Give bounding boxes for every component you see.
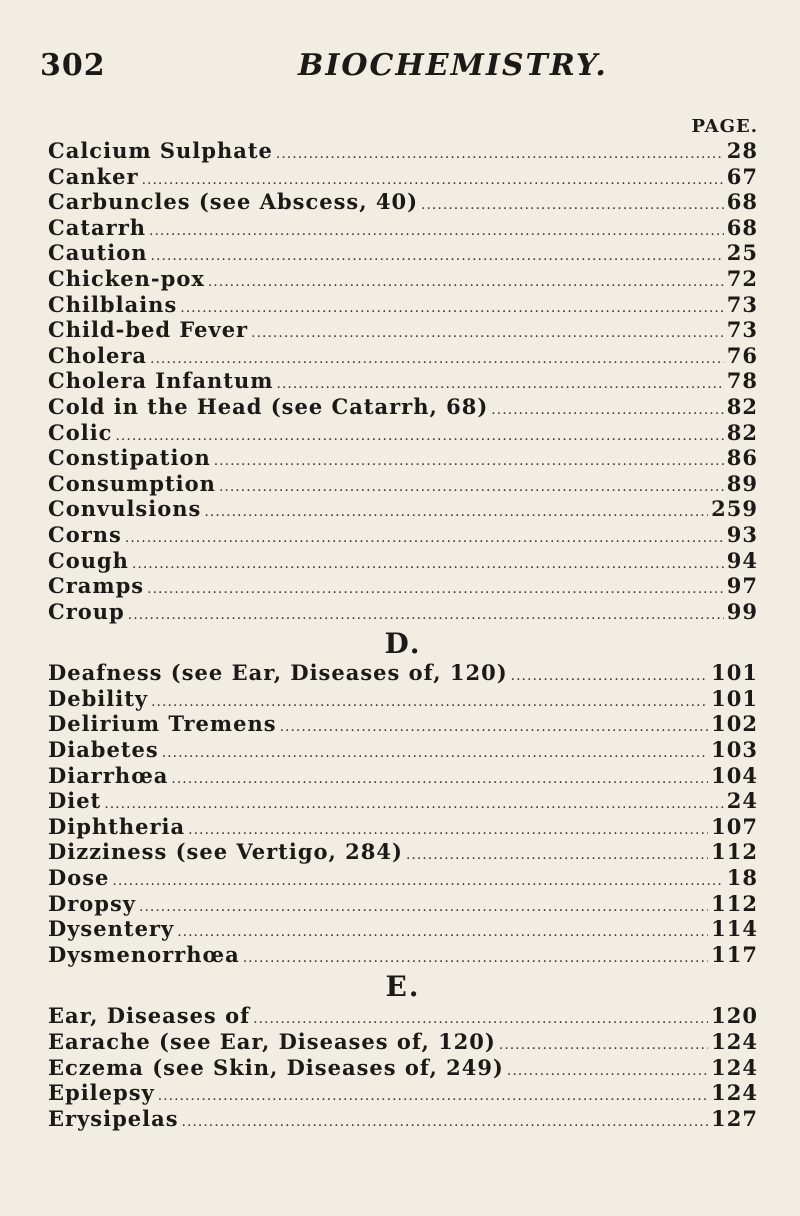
index-entry <box>48 138 758 164</box>
index-entry <box>48 522 758 548</box>
section-letter: D. <box>384 627 422 661</box>
dot-leader <box>125 526 724 548</box>
entry-page-number: 25 <box>726 240 758 266</box>
entry-term: Croup <box>48 598 125 624</box>
entry-page-number: 68 <box>726 189 758 215</box>
entry-term: Diarrhœa <box>48 762 169 788</box>
entry-page-number: 104 <box>711 762 758 788</box>
index-entry <box>48 763 758 789</box>
entry-page-number: 259 <box>711 496 758 522</box>
entry-term: Dysentery <box>48 916 175 942</box>
entry-page-number: 102 <box>711 711 758 737</box>
dot-leader <box>253 1007 708 1029</box>
entry-page-number: 97 <box>726 573 758 599</box>
entry-term: Cramps <box>48 573 145 599</box>
dot-leader <box>421 193 724 215</box>
index-entry <box>48 496 758 522</box>
entry-term: Dysmenorrhœa <box>48 941 240 967</box>
entry-term: Constipation <box>48 445 211 471</box>
entry-term: Caution <box>48 240 148 266</box>
dot-leader <box>251 321 724 343</box>
entry-term: Dizziness (see Vertigo, 284) <box>48 839 403 865</box>
entry-term: Diphtheria <box>48 813 186 839</box>
entry-page-number: 99 <box>726 598 758 624</box>
entry-term: Epilepsy <box>48 1080 155 1106</box>
index-entry <box>48 1055 758 1081</box>
entry-page-number: 124 <box>711 1029 758 1054</box>
entry-page-number: 28 <box>726 138 758 163</box>
index-entry <box>48 266 758 292</box>
entry-page-number: 112 <box>711 839 758 865</box>
index-entry <box>48 189 758 215</box>
entry-term: Cough <box>48 547 129 573</box>
index-entry <box>48 686 758 712</box>
entry-term: Deafness (see Ear, Diseases of, 120) <box>48 660 508 686</box>
entry-page-number: 120 <box>711 1003 758 1029</box>
dot-leader <box>151 690 708 712</box>
dot-leader <box>406 843 708 865</box>
dot-leader <box>177 920 708 942</box>
page-header <box>40 48 760 96</box>
dot-leader <box>142 168 724 190</box>
index-entry <box>48 788 758 814</box>
entry-page-number: 68 <box>726 214 758 240</box>
entry-term: Child-bed Fever <box>48 317 249 343</box>
index-entry <box>48 164 758 190</box>
index-entry <box>48 548 758 574</box>
dot-leader <box>499 1033 708 1055</box>
page-column-heading: PAGE. <box>691 116 758 137</box>
index-entry <box>48 711 758 737</box>
entry-term: Cholera <box>48 342 147 368</box>
entry-term: Colic <box>48 419 113 445</box>
dot-leader <box>115 424 723 446</box>
index-entry <box>48 1106 758 1132</box>
entry-page-number: 18 <box>726 865 758 891</box>
entry-term: Debility <box>48 685 149 711</box>
dot-leader <box>104 792 724 814</box>
index-entry <box>48 317 758 343</box>
dot-leader <box>147 577 724 599</box>
entry-page-number: 24 <box>726 788 758 814</box>
dot-leader <box>280 715 709 737</box>
entry-term: Erysipelas <box>48 1105 179 1131</box>
index-entry <box>48 394 758 420</box>
entry-page-number: 73 <box>726 317 758 343</box>
entry-page-number: 89 <box>726 470 758 496</box>
entry-page-number: 101 <box>711 660 758 686</box>
index-entry <box>48 865 758 891</box>
dot-leader <box>243 946 708 968</box>
dot-leader <box>151 244 724 266</box>
entry-term: Diabetes <box>48 737 159 763</box>
page-number: 302 <box>40 48 106 83</box>
dot-leader <box>150 347 724 369</box>
entry-page-number: 112 <box>711 890 758 916</box>
dot-leader <box>491 398 723 420</box>
entry-term: Delirium Tremens <box>48 711 277 737</box>
dot-leader <box>219 475 724 497</box>
entry-page-number: 76 <box>726 342 758 368</box>
entry-page-number: 78 <box>726 368 758 394</box>
entry-term: Chicken-pox <box>48 265 205 291</box>
index-entry <box>48 368 758 394</box>
dot-leader <box>180 296 723 318</box>
entry-term: Catarrh <box>48 214 147 240</box>
index-entry <box>48 891 758 917</box>
entry-page-number: 117 <box>711 941 758 967</box>
entry-page-number: 114 <box>711 916 758 942</box>
entry-page-number: 93 <box>726 521 758 547</box>
dot-leader <box>112 869 723 891</box>
entry-term: Eczema (see Skin, Diseases of, 249) <box>48 1054 504 1080</box>
entry-term: Consumption <box>48 470 216 496</box>
entry-term: Dropsy <box>48 890 136 916</box>
entry-page-number: 86 <box>726 445 758 471</box>
entry-page-number: 127 <box>711 1105 758 1131</box>
index-entry <box>48 292 758 318</box>
index-entry <box>48 215 758 241</box>
dot-leader <box>182 1110 709 1132</box>
index-entry <box>48 737 758 763</box>
entry-term: Cholera Infantum <box>48 368 274 394</box>
dot-leader <box>139 895 708 917</box>
dot-leader <box>158 1084 708 1106</box>
entry-page-number: 124 <box>711 1080 758 1106</box>
entry-term: Cold in the Head (see Catarrh, 68) <box>48 393 489 419</box>
index-entry <box>48 1029 758 1055</box>
entry-term: Ear, Diseases of <box>48 1003 251 1029</box>
entry-page-number: 82 <box>726 419 758 445</box>
index-entry <box>48 471 758 497</box>
index-entry <box>48 573 758 599</box>
dot-leader <box>128 603 724 625</box>
dot-leader <box>132 552 724 574</box>
dot-leader <box>208 270 724 292</box>
index-entry <box>48 839 758 865</box>
entry-term: Diet <box>48 788 102 814</box>
entry-page-number: 124 <box>711 1054 758 1080</box>
dot-leader <box>188 818 708 840</box>
entry-term: Carbuncles (see Abscess, 40) <box>48 189 419 215</box>
entry-page-number: 107 <box>711 813 758 839</box>
index-entry <box>48 660 758 686</box>
dot-leader <box>276 142 724 164</box>
index-entry <box>48 814 758 840</box>
section-letter: E. <box>385 970 421 1004</box>
entry-page-number: 103 <box>711 737 758 763</box>
dot-leader <box>277 372 724 394</box>
entry-term: Corns <box>48 521 122 547</box>
dot-leader <box>149 219 724 241</box>
entry-page-number: 101 <box>711 685 758 711</box>
entry-term: Calcium Sulphate <box>48 138 273 163</box>
dot-leader <box>507 1059 708 1081</box>
dot-leader <box>511 664 709 686</box>
entry-page-number: 67 <box>726 163 758 189</box>
dot-leader <box>214 449 724 471</box>
index-entry <box>48 599 758 625</box>
entry-page-number: 94 <box>726 547 758 573</box>
entry-term: Chilblains <box>48 291 178 317</box>
entry-page-number: 73 <box>726 291 758 317</box>
dot-leader <box>171 767 708 789</box>
index-entry <box>48 445 758 471</box>
entry-term: Earache (see Ear, Diseases of, 120) <box>48 1029 496 1054</box>
index-entry <box>48 420 758 446</box>
index-entry <box>48 942 758 968</box>
entry-term: Dose <box>48 865 110 891</box>
index-entry <box>48 343 758 369</box>
entry-page-number: 72 <box>726 265 758 291</box>
index-entry <box>48 1080 758 1106</box>
entry-term: Canker <box>48 163 139 189</box>
index-entry <box>48 1003 758 1029</box>
index-entry <box>48 916 758 942</box>
entry-page-number: 82 <box>726 393 758 419</box>
entry-term: Convulsions <box>48 496 202 522</box>
dot-leader <box>204 500 708 522</box>
index-entry <box>48 240 758 266</box>
dot-leader <box>162 741 708 763</box>
running-title: BIOCHEMISTRY. <box>298 48 608 83</box>
index-entries <box>48 138 758 1131</box>
